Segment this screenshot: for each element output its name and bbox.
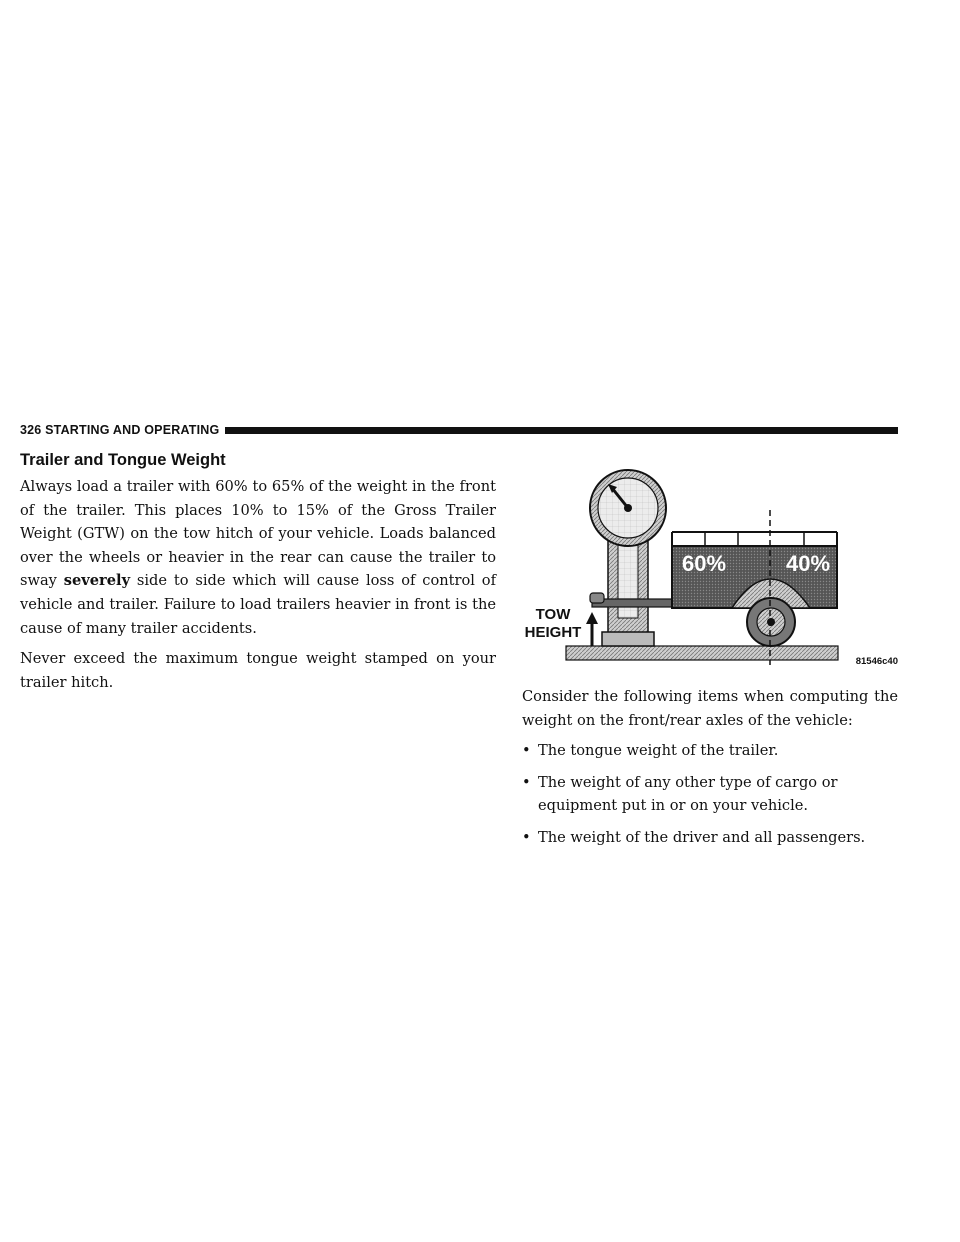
para1-text-a: Always load a trailer with 60% to 65% of the weight in the front of the trailer. This places 10% to 15% of the Gross Trailer Weight (GTW) on the tow hitch of your vehicle. Loads balanced over the wheels or heavier in the rear can cause the trailer to sway: [20, 478, 496, 590]
figure-code: 81546c40: [855, 656, 898, 667]
page-header: [20, 422, 898, 438]
para1-emphasis: severely: [63, 572, 131, 590]
page-number-section-title: 326 STARTING AND OPERATING: [20, 423, 220, 437]
rear-weight-percent: 40%: [786, 551, 831, 576]
tow-height-label: [522, 606, 584, 642]
paragraph-tongue-weight-warning: Never exceed the maximum tongue weight stamped on your trailer hitch.: [20, 650, 496, 691]
hitch-coupler: [590, 593, 604, 603]
tow-label-line2: HEIGHT: [524, 624, 582, 641]
tow-height-arrow: [586, 612, 598, 624]
axle-weight-list: [522, 739, 898, 849]
scale-base: [602, 632, 654, 646]
list-item: • The tongue weight of the trailer.: [522, 739, 898, 763]
trailer-tongue: [592, 599, 678, 607]
right-column: [522, 460, 898, 858]
paragraph-load-distribution: [20, 475, 496, 640]
list-item: • The weight of any other type of cargo or equipment put in or on your vehicle.: [522, 771, 898, 818]
tow-label-line1: TOW: [535, 606, 571, 623]
front-weight-percent: 60%: [682, 551, 727, 576]
section-heading: Trailer and Tongue Weight: [20, 451, 226, 469]
axle-intro-paragraph: Consider the following items when computing the weight on the front/rear axles of the vehicle:: [522, 688, 898, 729]
list-item: • The weight of the driver and all passengers.: [522, 826, 898, 850]
left-column: [20, 450, 496, 701]
ground-surface: [566, 646, 838, 660]
para1-text-b: side to side which will cause loss of control of vehicle and trailer. Failure to load trailers heavier in front is the cause of many trailer accidents.: [20, 572, 496, 637]
trailer-weight-figure: [522, 460, 898, 675]
axle-weight-section: [522, 685, 898, 850]
header-rule: [225, 427, 898, 434]
